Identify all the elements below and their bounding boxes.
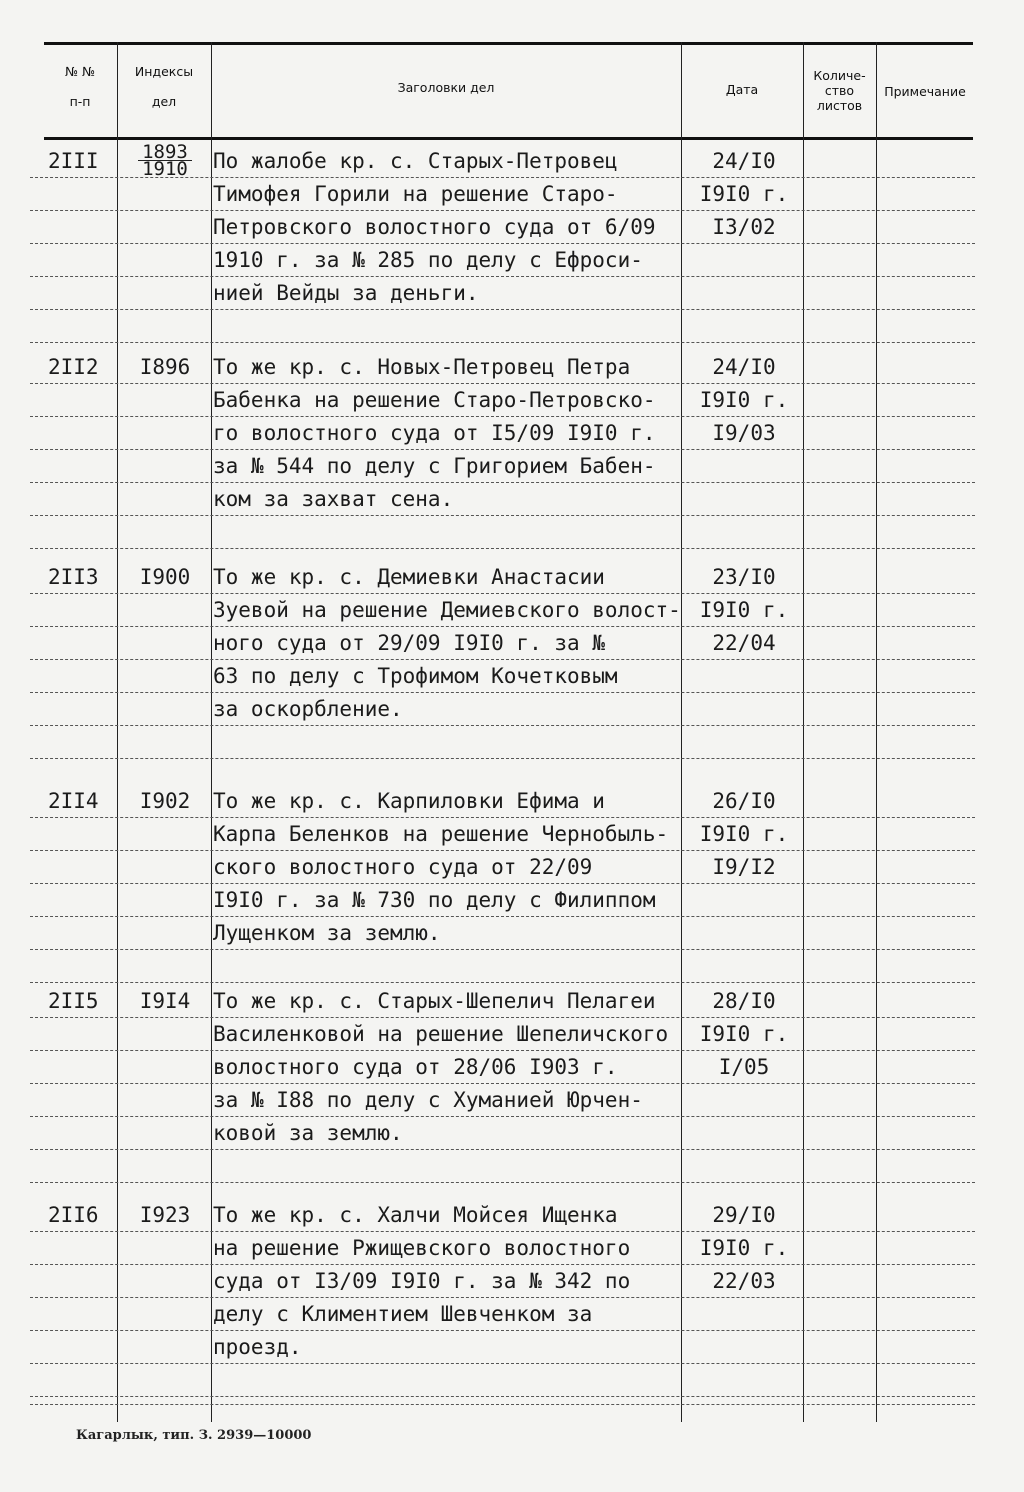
header-bottom-rule xyxy=(44,137,973,140)
record-title-line: го волостного суда от I5/09 I9I0 г. xyxy=(213,421,656,445)
record-index-range xyxy=(136,141,194,180)
record-title-line: Петровского волостного суда от 6/09 xyxy=(213,215,656,239)
record-number: 2III xyxy=(48,149,99,173)
record-title-line: ком за захват сена. xyxy=(213,487,454,511)
record-title-line: Зуевой на решение Демиевского волост- xyxy=(213,598,681,622)
record-title-line: ского волостного суда от 22/09 xyxy=(213,855,593,879)
record-title-line: I9I0 г. за № 730 по делу с Филиппом xyxy=(213,888,656,912)
record-index: I896 xyxy=(139,355,191,379)
record-date-line: I9I0 г. xyxy=(699,1022,789,1046)
record-date-line: 22/04 xyxy=(712,631,776,655)
ruled-line xyxy=(30,1149,975,1150)
ruled-lines xyxy=(30,350,975,550)
record-number: 2II4 xyxy=(48,789,99,813)
header-title: Заголовки дел xyxy=(397,80,495,95)
record-title-line: за № I88 по делу с Хуманией Юрчен- xyxy=(213,1088,643,1112)
record-title-line: за оскорбление. xyxy=(213,697,403,721)
ruled-line xyxy=(30,1017,975,1018)
record-title-line: Бабенка на решение Старо-Петровско- xyxy=(213,388,656,412)
ruled-line xyxy=(30,276,975,277)
ruled-line xyxy=(30,1182,975,1183)
ruled-line xyxy=(30,817,975,818)
ruled-line xyxy=(30,1297,975,1298)
record-date-line: I9I0 г. xyxy=(699,1236,789,1260)
record-date-line: I9I0 г. xyxy=(699,182,789,206)
table-top-rule xyxy=(44,42,973,45)
record-date-line: 23/I0 xyxy=(712,565,776,589)
ruled-line xyxy=(30,949,975,950)
ruled-line xyxy=(30,659,975,660)
ruled-line xyxy=(30,1330,975,1331)
ruled-line xyxy=(30,383,975,384)
ruled-line xyxy=(30,1363,975,1364)
ruled-line xyxy=(30,1116,975,1117)
ruled-line xyxy=(30,916,975,917)
record-title-line: То же кр. с. Карпиловки Ефима и xyxy=(213,789,605,813)
ruled-line xyxy=(30,1050,975,1051)
record-title-line: нией Вейды за деньги. xyxy=(213,281,479,305)
record-date-line: I9I0 г. xyxy=(699,822,789,846)
ruled-line xyxy=(30,515,975,516)
record-title-line: за № 544 по делу с Григорием Бабен- xyxy=(213,454,656,478)
ruled-lines xyxy=(30,1404,975,1424)
record-date-line: I3/02 xyxy=(712,215,776,239)
record-title-line: делу с Климентием Шевченком за xyxy=(213,1302,593,1326)
header-sheets: Количе- ство листов xyxy=(813,68,866,113)
ruled-line xyxy=(30,758,975,759)
ruled-line xyxy=(30,210,975,211)
record-date-line: 24/I0 xyxy=(712,355,776,379)
ruled-line xyxy=(30,416,975,417)
record-date-line: 24/I0 xyxy=(712,149,776,173)
header-note: Примечание xyxy=(884,84,966,99)
header-index: Индексы дел xyxy=(134,64,194,109)
index-end-year: 1910 xyxy=(142,158,188,180)
record-index: I9I4 xyxy=(139,989,191,1013)
record-title-line: ковой за землю. xyxy=(213,1121,403,1145)
record-title-line: Карпа Беленков на решение Чернобыль- xyxy=(213,822,669,846)
record-title-line: То же кр. с. Старых-Шепелич Пелагеи xyxy=(213,989,656,1013)
ruled-line xyxy=(30,725,975,726)
record-number: 2II3 xyxy=(48,565,99,589)
record-title-line: 63 по делу с Трофимом Кочетковым xyxy=(213,664,618,688)
record-title-line: суда от I3/09 I9I0 г. за № 342 по xyxy=(213,1269,631,1293)
ruled-line xyxy=(30,1083,975,1084)
ruled-line xyxy=(30,883,975,884)
record-date-line: 22/03 xyxy=(712,1269,776,1293)
record-title-line: То же кр. с. Халчи Мойсея Ищенка xyxy=(213,1203,618,1227)
ruled-line xyxy=(30,482,975,483)
record-index: I900 xyxy=(139,565,191,589)
ruled-line xyxy=(30,626,975,627)
header-num: № № п-п xyxy=(65,64,95,109)
ruled-lines xyxy=(30,560,975,760)
ruled-line xyxy=(30,449,975,450)
record-title-line: волостного суда от 28/06 I903 г. xyxy=(213,1055,618,1079)
record-index: I923 xyxy=(139,1203,191,1227)
record-title-line: Тимофея Горили на решение Старо- xyxy=(213,182,618,206)
ruled-line xyxy=(30,850,975,851)
record-number: 2II2 xyxy=(48,355,99,379)
record-date-line: I/05 xyxy=(718,1055,770,1079)
ruled-line xyxy=(30,1231,975,1232)
ruled-line xyxy=(30,1396,975,1397)
record-title-line: Василенковой на решение Шепеличского xyxy=(213,1022,669,1046)
record-number: 2II5 xyxy=(48,989,99,1013)
ruled-line xyxy=(30,982,975,983)
ruled-line xyxy=(30,692,975,693)
record-date-line: I9/03 xyxy=(712,421,776,445)
ruled-lines xyxy=(30,784,975,984)
record-title-line: Лущенком за землю. xyxy=(213,921,441,945)
printer-imprint: Кагарлык, тип. З. 2939—10000 xyxy=(76,1428,312,1443)
record-index: I902 xyxy=(139,789,191,813)
record-title-line: 1910 г. за № 285 по делу с Ефроси- xyxy=(213,248,643,272)
ruled-line xyxy=(30,243,975,244)
record-date-line: 26/I0 xyxy=(712,789,776,813)
record-title-line: То же кр. с. Демиевки Анастасии xyxy=(213,565,605,589)
record-title-line: проезд. xyxy=(213,1335,302,1359)
ruled-line xyxy=(30,309,975,310)
header-date: Дата xyxy=(725,82,759,97)
ruled-lines xyxy=(30,1198,975,1398)
record-number: 2II6 xyxy=(48,1203,99,1227)
record-title-line: ного суда от 29/09 I9I0 г. за № xyxy=(213,631,605,655)
record-date-line: 29/I0 xyxy=(712,1203,776,1227)
record-date-line: I9/I2 xyxy=(712,855,776,879)
ruled-line xyxy=(30,1404,975,1405)
record-date-line: 28/I0 xyxy=(712,989,776,1013)
ruled-lines xyxy=(30,984,975,1184)
record-title-line: То же кр. с. Новых-Петровец Петра xyxy=(213,355,631,379)
ruled-line xyxy=(30,548,975,549)
index-start-year: 1893 xyxy=(142,141,188,163)
record-date-line: I9I0 г. xyxy=(699,598,789,622)
record-date-line: I9I0 г. xyxy=(699,388,789,412)
ruled-line xyxy=(30,342,975,343)
record-title-line: на решение Ржищевского волостного xyxy=(213,1236,631,1260)
ruled-line xyxy=(30,1264,975,1265)
ruled-line xyxy=(30,593,975,594)
record-title-line: По жалобе кр. с. Старых-Петровец xyxy=(213,149,618,173)
